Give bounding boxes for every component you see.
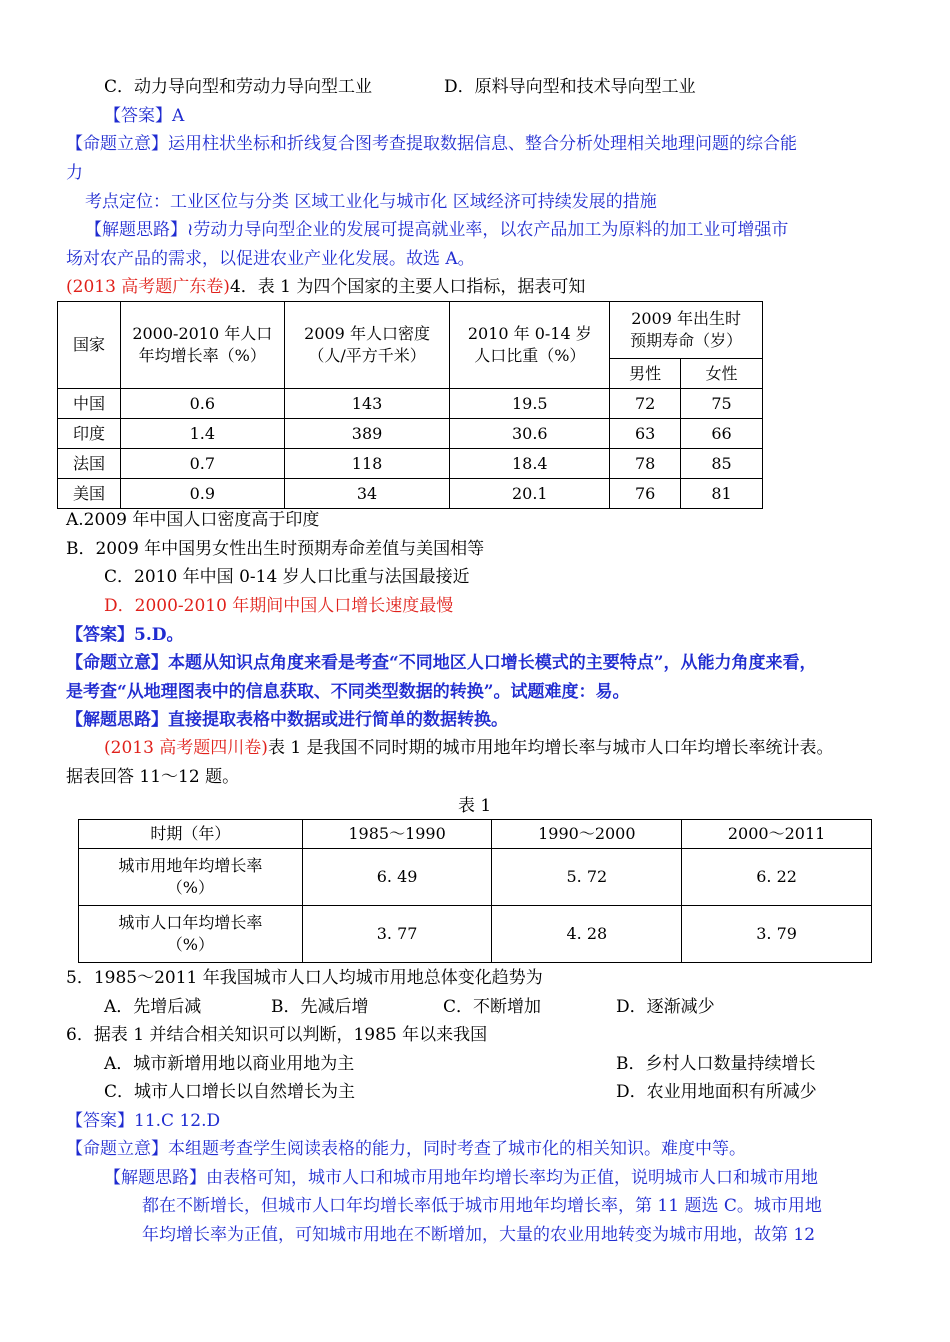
- q5-option-b: B．先减后增: [271, 997, 369, 1017]
- option-d: D．原料导向型和技术导向型工业: [444, 77, 696, 97]
- q5-option-a: A．先增后减: [104, 997, 202, 1017]
- q4-intent-cont: 是考查“从地理图表中的信息获取、不同类型数据的转换”。试题难度：易。: [66, 682, 630, 702]
- q5-intent: 【命题立意】本组题考查学生阅读表格的能力，同时考查了城市化的相关知识。难度中等。: [66, 1139, 746, 1159]
- q6-option-d: D．农业用地面积有所减少: [616, 1082, 817, 1102]
- q4-source: (2013 高考题广东卷): [66, 277, 230, 297]
- table-row: 城市人口年均增长率 （%） 3. 77 4. 28 3. 79: [79, 906, 872, 963]
- q4-solution: 【解题思路】直接提取表格中数据或进行简单的数据转换。: [66, 710, 508, 730]
- urban-growth-table: [78, 819, 872, 963]
- q5-intro: [104, 737, 834, 759]
- table-row: 城市用地年均增长率 （%） 6. 49 5. 72 6. 22: [79, 849, 872, 906]
- population-table: [57, 301, 763, 509]
- q4-option-a: A.2009 年中国人口密度高于印度: [66, 510, 320, 530]
- q5-solution: 【解题思路】由表格可知，城市人口和城市用地年均增长率均为正值，说明城市人口和城市用地: [104, 1168, 818, 1188]
- q4-stem-text: 4．表 1 为四个国家的主要人口指标，据表可知: [229, 277, 586, 297]
- table-row: 美国 0.9 34 20.1 76 81: [58, 479, 763, 509]
- q5-option-c: C．不断增加: [443, 997, 542, 1017]
- intent: 【命题立意】运用柱状坐标和折线复合图考查提取数据信息、整合分析处理相关地理问题的综合能: [66, 134, 797, 154]
- q5-intro-cont: 据表回答 11～12 题。: [66, 767, 240, 787]
- th-female: 女性: [681, 359, 763, 389]
- q6-option-c: C．城市人口增长以自然增长为主: [104, 1082, 356, 1102]
- q4-option-c: C．2010 年中国 0-14 岁人口比重与法国最接近: [104, 567, 470, 587]
- q4-option-d: D．2000-2010 年期间中国人口增长速度最慢: [104, 596, 454, 616]
- q4-answer: 【答案】5.D。: [66, 625, 184, 645]
- th-period: 时期（年）: [79, 820, 303, 849]
- table-row: 法国 0.7 118 18.4 78 85: [58, 449, 763, 479]
- th-period-2: 1990～2000: [492, 820, 682, 849]
- q5-option-d: D．逐渐减少: [616, 997, 715, 1017]
- q4-stem: [66, 276, 585, 298]
- table-row: 中国 0.6 143 19.5 72 75: [58, 389, 763, 419]
- q6-option-a: A．城市新增用地以商业用地为主: [104, 1054, 355, 1074]
- solution-cont: 场对农产品的需求，以促进农业产业化发展。故选 A。: [66, 249, 475, 269]
- row-label-land: 城市用地年均增长率 （%）: [79, 849, 303, 906]
- table-row: 印度 1.4 389 30.6 63 66: [58, 419, 763, 449]
- q5-intro-text: 表 1 是我国不同时期的城市用地年均增长率与城市人口年均增长率统计表。: [267, 738, 834, 758]
- row-label-pop: 城市人口年均增长率 （%）: [79, 906, 303, 963]
- key-points: 考点定位：工业区位与分类 区域工业化与城市化 区域经济可持续发展的措施: [85, 192, 657, 212]
- q5-solution-cont2: 年均增长率为正值，可知城市用地在不断增加，大量的农业用地转变为城市用地，故第 12: [142, 1225, 816, 1245]
- th-period-1: 1985～1990: [302, 820, 492, 849]
- table-title: 表 1: [458, 796, 492, 816]
- q5-answer: 【答案】11.C 12.D: [66, 1111, 221, 1131]
- q6-option-b: B．乡村人口数量持续增长: [616, 1054, 816, 1074]
- th-growth: 2000-2010 年人口 年均增长率（%）: [120, 302, 284, 389]
- solution: 【解题思路】≀劳动力导向型企业的发展可提高就业率，以农产品加工为原料的加工业可增强市: [85, 220, 789, 240]
- th-youth: 2010 年 0-14 岁 人口比重（%）: [450, 302, 610, 389]
- answer: 【答案】A: [104, 106, 185, 126]
- q5-solution-cont: 都在不断增长，但城市人口年均增长率低于城市用地年均增长率，第 11 题选 C。城市用地: [142, 1196, 822, 1216]
- th-density: 2009 年人口密度 （人/平方千米）: [284, 302, 450, 389]
- q4-intent: 【命题立意】本题从知识点角度来看是考查“不同地区人口增长模式的主要特点”，从能力角度来看，: [66, 653, 817, 673]
- th-country: 国家: [58, 302, 121, 389]
- th-period-3: 2000～2011: [682, 820, 872, 849]
- q5-stem: 5．1985～2011 年我国城市人口人均城市用地总体变化趋势为: [66, 968, 543, 988]
- q6-stem: 6．据表 1 并结合相关知识可以判断，1985 年以来我国: [66, 1025, 488, 1045]
- option-c: C．动力导向型和劳动力导向型工业: [104, 77, 373, 97]
- th-male: 男性: [610, 359, 681, 389]
- th-life: 2009 年出生时 预期寿命（岁）: [610, 302, 763, 359]
- q5-source: (2013 高考题四川卷): [104, 738, 268, 758]
- q4-option-b: B．2009 年中国男女性出生时预期寿命差值与美国相等: [66, 539, 485, 559]
- intent-cont: 力: [66, 163, 83, 183]
